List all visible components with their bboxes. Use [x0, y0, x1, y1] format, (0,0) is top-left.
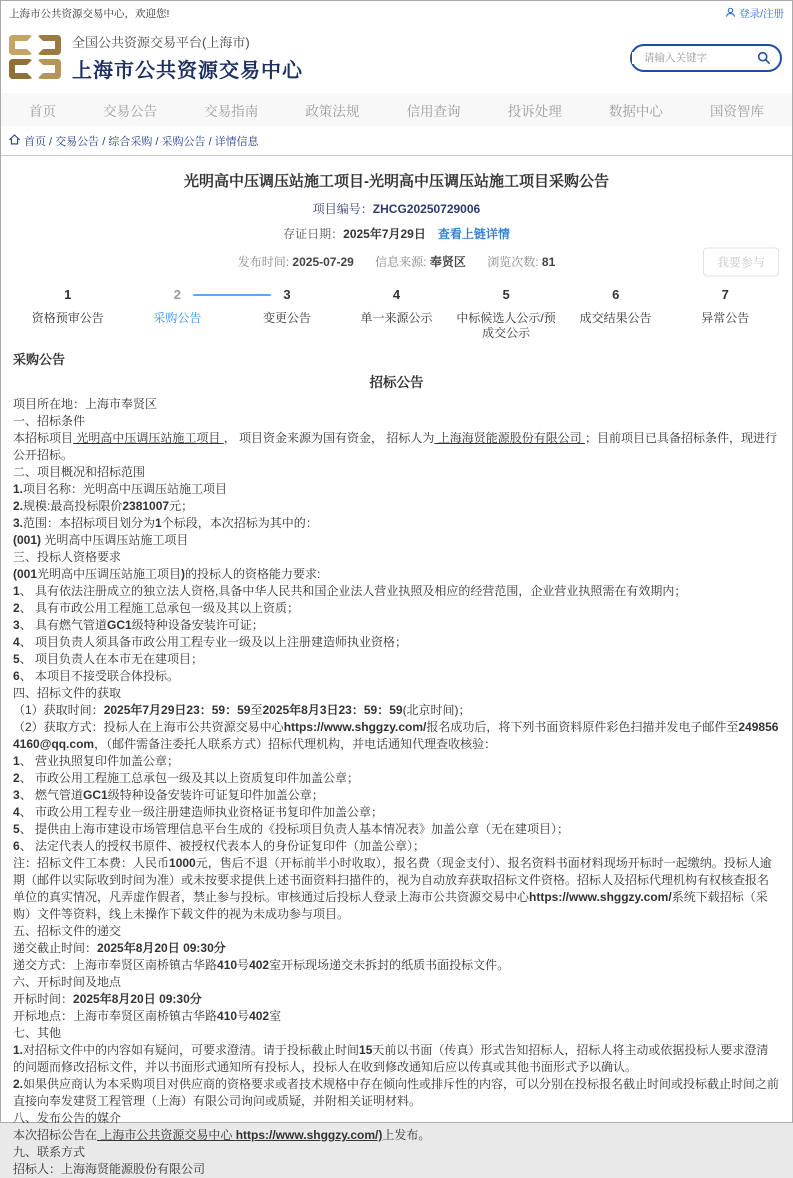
step-number: 7: [721, 287, 729, 302]
step-label: 成交结果公告: [579, 311, 652, 325]
step-2[interactable]: [123, 287, 233, 341]
content-paragraph: 三、投标人资格要求: [13, 550, 122, 564]
content-paragraph: 5、 提供由上海市建设市场管理信息平台生成的《投标项目负责人基本情况表》加盖公章（无在建项目）；: [13, 822, 570, 836]
content-paragraph: 1.对招标文件中的内容如有疑问，可要求澄清。请于投标截止时间15天前以书面（传真）形式告知招标人，招标人将主动或依据投标人要求澄清的问题而修改招标文件，并以书面形式通知所有投标人，投标人在收到修改通知后应以传真或其他书面形式予以确认。: [13, 1043, 769, 1074]
meta-row: [13, 253, 780, 270]
content-paragraph: 招标人：上海海贤能源股份有限公司: [13, 1162, 206, 1176]
home-icon[interactable]: [9, 134, 20, 148]
content-paragraph: 开标时间：2025年8月20日 09:30分: [13, 992, 202, 1006]
content-paragraph: 二、项目概况和招标范围: [13, 465, 146, 479]
step-number: 3: [283, 287, 291, 302]
publish-time-label: 发布时间:: [237, 255, 290, 269]
view-chain-link[interactable]: 查看上链详情: [437, 227, 510, 241]
login-register-link[interactable]: [725, 6, 784, 21]
steps: [13, 287, 780, 341]
content-paragraph: 六、开标时间及地点: [13, 975, 122, 989]
nav-item-2[interactable]: 交易公告: [103, 103, 158, 119]
nav-item-8[interactable]: 国资智库: [709, 103, 764, 119]
content-paragraph: 七、其他: [13, 1026, 62, 1040]
content-paragraph: 3、 具有燃气管道GC1级特种设备安装许可证；: [13, 618, 264, 632]
nav-item-5[interactable]: 信用查询: [406, 103, 461, 119]
cert-date-label: 存证日期：: [283, 227, 344, 241]
breadcrumb-item[interactable]: 交易公告: [55, 135, 100, 148]
content-paragraph: 开标地点：上海市奉贤区南桥镇古华路410号402室: [13, 1009, 282, 1023]
info-source-value: 奉贤区: [429, 255, 466, 269]
content-paragraph: 6、 本项目不接受联合体投标。: [13, 669, 180, 683]
content-paragraph: 2.如果供应商认为本采购项目对供应商的资格要求或者技术规格中存在倾向性或排斥性的内容，可以分别在投标报名截止时间或投标截止时间之前直接向奉发建贤工程管理（上海）有限公司询问或质疑，并附相关证明材料。: [13, 1077, 780, 1108]
content-paragraph: 3、 燃气管道GC1级特种设备安装许可证复印件加盖公章；: [13, 788, 324, 802]
login-label: 登录/注册: [739, 8, 784, 20]
content-paragraph: （2）获取方式：投标人在上海市公共资源交易中心https://www.shggzy.com/报名成功后，将下列书面资料原件彩色扫描并发电子邮件至2498564160@qq.com，（邮件需备注委托人联系方式）招标代理机构，并电话通知代理查收核验：: [13, 720, 779, 751]
platform-name: 全国公共资源交易平台(上海市): [72, 35, 250, 50]
notice-heading: 招标公告: [369, 375, 424, 390]
logo-icon: [9, 35, 63, 81]
search-input[interactable]: [632, 52, 755, 64]
cert-date-line: [13, 225, 780, 242]
step-number: 1: [64, 287, 72, 302]
step-label: 资格预审公告: [31, 311, 104, 325]
section-tab-label: 采购公告: [13, 352, 66, 367]
info-source-label: 信息来源:: [375, 255, 427, 269]
step-label: 单一来源公示: [360, 311, 433, 325]
content-paragraph: 五、招标文件的递交: [13, 924, 122, 938]
user-icon: [725, 7, 736, 21]
nav-item-7[interactable]: 数据中心: [608, 103, 663, 119]
step-label: 变更公告: [262, 311, 311, 325]
breadcrumb: [1, 126, 792, 156]
project-number-line: [13, 200, 780, 217]
content-paragraph: 6、 法定代表人的授权书原件、被授权代表本人的身份证复印件（加盖公章）；: [13, 839, 426, 853]
content-paragraph: 递交截止时间：2025年8月20日 09:30分: [13, 941, 226, 955]
site-names: [72, 32, 303, 83]
step-number: 4: [392, 287, 401, 302]
cert-date-value: 2025年7月29日: [343, 227, 426, 241]
site-title: 上海市公共资源交易中心: [72, 60, 303, 82]
content-paragraph: 注：招标文件工本费：人民币1000元，售后不退（开标前半小时收取），报名费（现金支付）、报名资料书面材料现场开标时一起缴纳。投标人逾期（邮件以实际收到时间为准）或未按要求提供上述书面资料扫描件的，视为自动放弃获取招标文件资格。招标人及招标代理机构有权核查报名单位的真实情况，凡弄虚作假者，禁止参与投标。审核通过后投标人登录上海市公共资源交易中心https://www.shggzy.com/系统下载招标（采购）文件等资料，线上未操作下载文件的视为未成功参与项目。: [13, 856, 772, 921]
step-3[interactable]: [232, 287, 342, 341]
content-paragraph: (001) 光明高中压调压站施工项目: [13, 533, 189, 547]
nav-item-4[interactable]: 政策法规: [305, 103, 360, 119]
nav-item-6[interactable]: 投诉处理: [507, 103, 562, 119]
breadcrumb-separator: /: [205, 135, 215, 148]
site-header: [1, 26, 792, 93]
breadcrumb-item[interactable]: 采购公告: [161, 135, 206, 148]
step-4[interactable]: [342, 287, 452, 341]
step-label: 采购公告: [153, 311, 202, 325]
step-number: 5: [502, 287, 510, 302]
step-7[interactable]: [670, 287, 780, 341]
content-paragraph: 1.项目名称：光明高中压调压站施工项目: [13, 482, 228, 496]
content-paragraph: 四、招标文件的获取: [13, 686, 122, 700]
breadcrumb-item[interactable]: 首页: [24, 135, 46, 148]
view-count-label: 浏览次数:: [487, 255, 539, 269]
step-label: 中标候选人公示/预成交公示: [456, 311, 556, 340]
content-paragraph: 2、 具有市政公用工程施工总承包一级及其以上资质；: [13, 601, 300, 615]
content-paragraph: 本次招标公告在 上海市公共资源交易中心 https://www.shggzy.com/)上发布。: [13, 1128, 431, 1142]
page-title: 光明高中压调压站施工项目-光明高中压调压站施工项目采购公告: [184, 173, 609, 190]
breadcrumb-item[interactable]: 详情信息: [214, 135, 259, 148]
content-paragraph: 4、 市政公用工程专业一级注册建造师执业资格证书复印件加盖公章；: [13, 805, 384, 819]
content-paragraph: 1、 具有依法注册成立的独立法人资格,具备中华人民共和国企业法人营业执照及相应的经营范围，企业营业执照需在有效期内；: [13, 584, 687, 598]
nav-item-1[interactable]: 首页: [29, 103, 56, 119]
main-content: [1, 156, 792, 1178]
search-box: [630, 44, 782, 72]
publish-time-value: 2025-07-29: [292, 255, 354, 269]
participate-button[interactable]: 我要参与: [703, 247, 779, 276]
step-label: 异常公告: [701, 311, 750, 325]
content-paragraph: (001光明高中压调压站施工项目)的投标人的资格能力要求:: [13, 567, 321, 581]
project-number-label: 项目编号：: [312, 202, 373, 216]
announcement-body: [13, 396, 780, 1178]
top-bar: [1, 1, 792, 26]
main-nav: [1, 93, 792, 126]
breadcrumb-item[interactable]: 综合采购: [108, 135, 153, 148]
step-1[interactable]: [13, 287, 123, 341]
content-paragraph: 项目所在地：上海市奉贤区: [13, 397, 158, 411]
content-paragraph: 2.规模:最高投标限价2381007元；: [13, 499, 194, 513]
step-number: 6: [612, 287, 620, 302]
breadcrumb-items: [24, 133, 259, 149]
content-paragraph: 4、 项目负责人须具备市政公用工程专业一级及以上注册建造师执业资格；: [13, 635, 408, 649]
content-paragraph: 2、 市政公用工程施工总承包一级及其以上资质复印件加盖公章；: [13, 771, 360, 785]
search-icon[interactable]: [755, 51, 780, 65]
content-paragraph: 八、发布公告的媒介: [13, 1111, 122, 1125]
welcome-text: 上海市公共资源交易中心，欢迎您!: [9, 8, 170, 20]
breadcrumb-separator: /: [46, 135, 56, 148]
view-count-value: 81: [541, 255, 556, 269]
step-6[interactable]: [561, 287, 671, 341]
content-paragraph: 九、联系方式: [13, 1145, 86, 1159]
content-paragraph: 5、 项目负责人在本市无在建项目；: [13, 652, 204, 666]
content-paragraph: 本招标项目 光明高中压调压站施工项目 ， 项目资金来源为国有资金， 招标人为 上海海贤能源股份有限公司 ；目前项目已具备招标条件，现进行公开招标。: [13, 431, 778, 462]
breadcrumb-separator: /: [99, 135, 109, 148]
breadcrumb-separator: /: [152, 135, 162, 148]
nav-item-3[interactable]: 交易指南: [204, 103, 259, 119]
step-number: 2: [173, 287, 181, 302]
content-paragraph: 递交方式：上海市奉贤区南桥镇古华路410号402室开标现场递交未拆封的纸质书面投标文件。: [13, 958, 510, 972]
step-5[interactable]: [451, 287, 561, 341]
content-paragraph: （1）获取时间：2025年7月29日23：59：59至2025年8月3日23：59：59(北京时间)；: [13, 703, 471, 717]
project-number-value: ZHCG20250729006: [372, 202, 481, 216]
content-paragraph: 1、 营业执照复印件加盖公章；: [13, 754, 180, 768]
content-paragraph: 一、招标条件: [13, 414, 86, 428]
content-paragraph: 3.范围：本招标项目划分为1个标段，本次招标为其中的：: [13, 516, 318, 530]
